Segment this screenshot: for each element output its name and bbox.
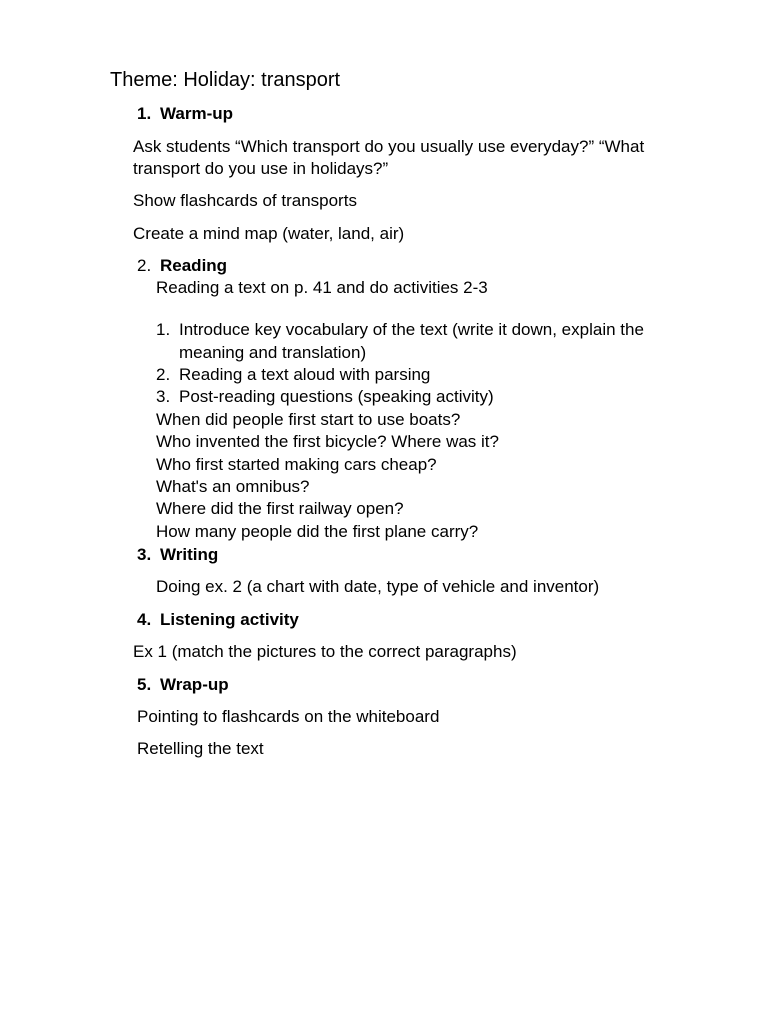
section-title: Wrap-up	[160, 675, 229, 694]
question-line: Who invented the first bicycle? Where was it?	[156, 432, 499, 451]
section-title: Warm-up	[160, 104, 234, 123]
section-heading-listening	[137, 609, 299, 631]
paragraph: Create a mind map (water, land, air)	[133, 224, 405, 243]
list-item	[156, 386, 494, 408]
section-heading-reading	[137, 255, 227, 277]
list-number: 1.	[156, 320, 171, 339]
section-number: 5.	[137, 675, 152, 694]
list-item-text: Reading a text aloud with parsing	[179, 365, 431, 384]
section-number: 4.	[137, 610, 152, 629]
paragraph: Doing ex. 2 (a chart with date, type of vehicle and inventor)	[156, 577, 600, 596]
paragraph: Show flashcards of transports	[133, 191, 357, 210]
section-title: Reading	[160, 256, 228, 275]
paragraph: Ask students “Which transport do you usually use everyday?” “What	[133, 137, 645, 156]
section-number: 2.	[137, 256, 152, 275]
section-heading-wrap-up	[137, 674, 229, 696]
document-title: Theme: Holiday: transport	[110, 69, 341, 91]
section-title: Writing	[160, 545, 219, 564]
list-number: 2.	[156, 365, 171, 384]
question-line: Who first started making cars cheap?	[156, 455, 437, 474]
paragraph: Pointing to flashcards on the whiteboard	[137, 707, 440, 726]
section-heading-warm-up	[137, 103, 233, 125]
paragraph: Ex 1 (match the pictures to the correct paragraphs)	[133, 642, 517, 661]
question-line: When did people first start to use boats?	[156, 410, 461, 429]
section-heading-writing	[137, 544, 218, 566]
section-title: Listening activity	[160, 610, 299, 629]
list-item	[156, 319, 644, 341]
section-number: 3.	[137, 545, 152, 564]
list-item-text: Post-reading questions (speaking activity)	[179, 387, 494, 406]
question-line: What's an omnibus?	[156, 477, 310, 496]
section-number: 1.	[137, 104, 152, 123]
list-item-continuation: meaning and translation)	[179, 343, 367, 362]
list-item	[156, 364, 430, 386]
paragraph: Retelling the text	[137, 739, 264, 758]
paragraph: transport do you use in holidays?”	[133, 159, 389, 178]
question-line: Where did the first railway open?	[156, 499, 404, 518]
list-item-text: Introduce key vocabulary of the text (write it down, explain the	[179, 320, 644, 339]
question-line: How many people did the first plane carry?	[156, 522, 479, 541]
list-number: 3.	[156, 387, 171, 406]
paragraph: Reading a text on p. 41 and do activities 2-3	[156, 278, 488, 297]
